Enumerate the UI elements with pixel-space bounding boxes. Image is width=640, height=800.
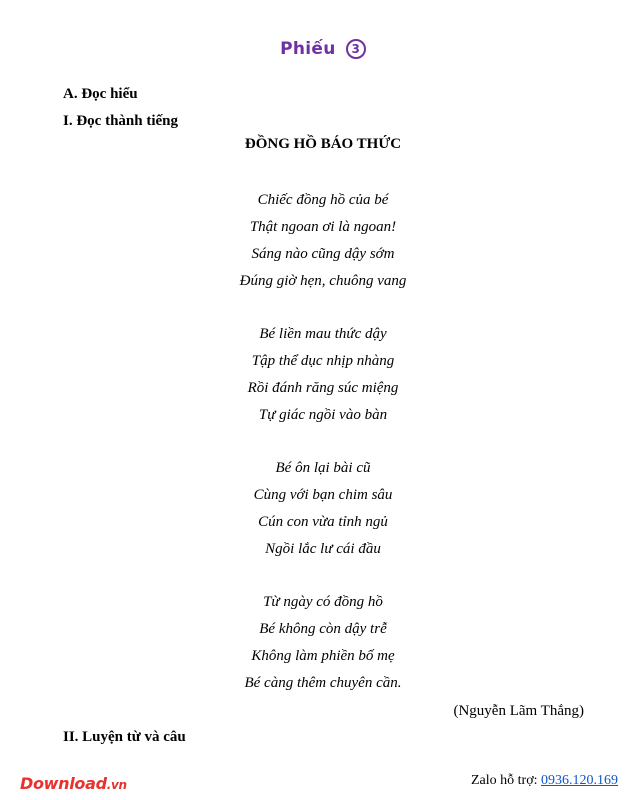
- poem-line: Bé không còn dậy trễ: [259, 621, 387, 637]
- poem-stanza-4: [0, 592, 640, 700]
- section-ii-heading: II. Luyện từ và câu: [63, 729, 186, 745]
- sheet-title-text: Phiếu: [280, 39, 336, 59]
- zalo-phone-link[interactable]: 0936.120.169: [541, 773, 618, 788]
- sheet-number-badge: 3: [346, 39, 366, 59]
- section-i-heading: I. Đọc thành tiếng: [63, 113, 179, 129]
- poem-line: Chiếc đồng hồ của bé: [257, 192, 389, 208]
- poem-line: Không làm phiền bố mẹ: [251, 648, 395, 664]
- poem-line: Tập thể dục nhịp nhàng: [251, 353, 395, 369]
- zalo-support: [471, 773, 618, 789]
- poem-line: Rồi đánh răng súc miệng: [247, 380, 399, 396]
- poem-line: Đúng giờ hẹn, chuông vang: [239, 273, 407, 289]
- poem-line: Tự giác ngồi vào bàn: [258, 407, 388, 423]
- poem-author: (Nguyễn Lãm Thắng): [453, 703, 584, 719]
- sheet-title: [0, 39, 640, 59]
- poem-line: Thật ngoan ơi là ngoan!: [249, 219, 397, 235]
- poem-line: Bé liền mau thức dậy: [259, 326, 387, 342]
- poem-line: Từ ngày có đồng hồ: [263, 594, 383, 610]
- poem-line: Sáng nào cũng dậy sớm: [251, 246, 395, 262]
- poem-stanza-3: [0, 458, 640, 566]
- poem-title: ĐỒNG HỒ BÁO THỨC: [244, 136, 402, 152]
- logo-main-text: Download: [20, 774, 107, 793]
- poem-line: Bé càng thêm chuyên cần.: [244, 675, 402, 691]
- download-vn-logo[interactable]: [20, 774, 127, 793]
- poem-line: Ngồi lắc lư cái đầu: [265, 541, 381, 557]
- poem-body: [0, 190, 640, 726]
- poem-stanza-1: [0, 190, 640, 298]
- poem-stanza-2: [0, 324, 640, 432]
- logo-suffix-text: .vn: [106, 778, 127, 792]
- zalo-label: Zalo hỗ trợ:: [471, 773, 538, 788]
- poem-line: Cún con vừa tỉnh ngủ: [258, 514, 388, 530]
- poem-line: Bé ôn lại bài cũ: [275, 460, 371, 476]
- section-a-heading: A. Đọc hiểu: [63, 86, 138, 102]
- poem-line: Cùng với bạn chim sâu: [253, 487, 393, 503]
